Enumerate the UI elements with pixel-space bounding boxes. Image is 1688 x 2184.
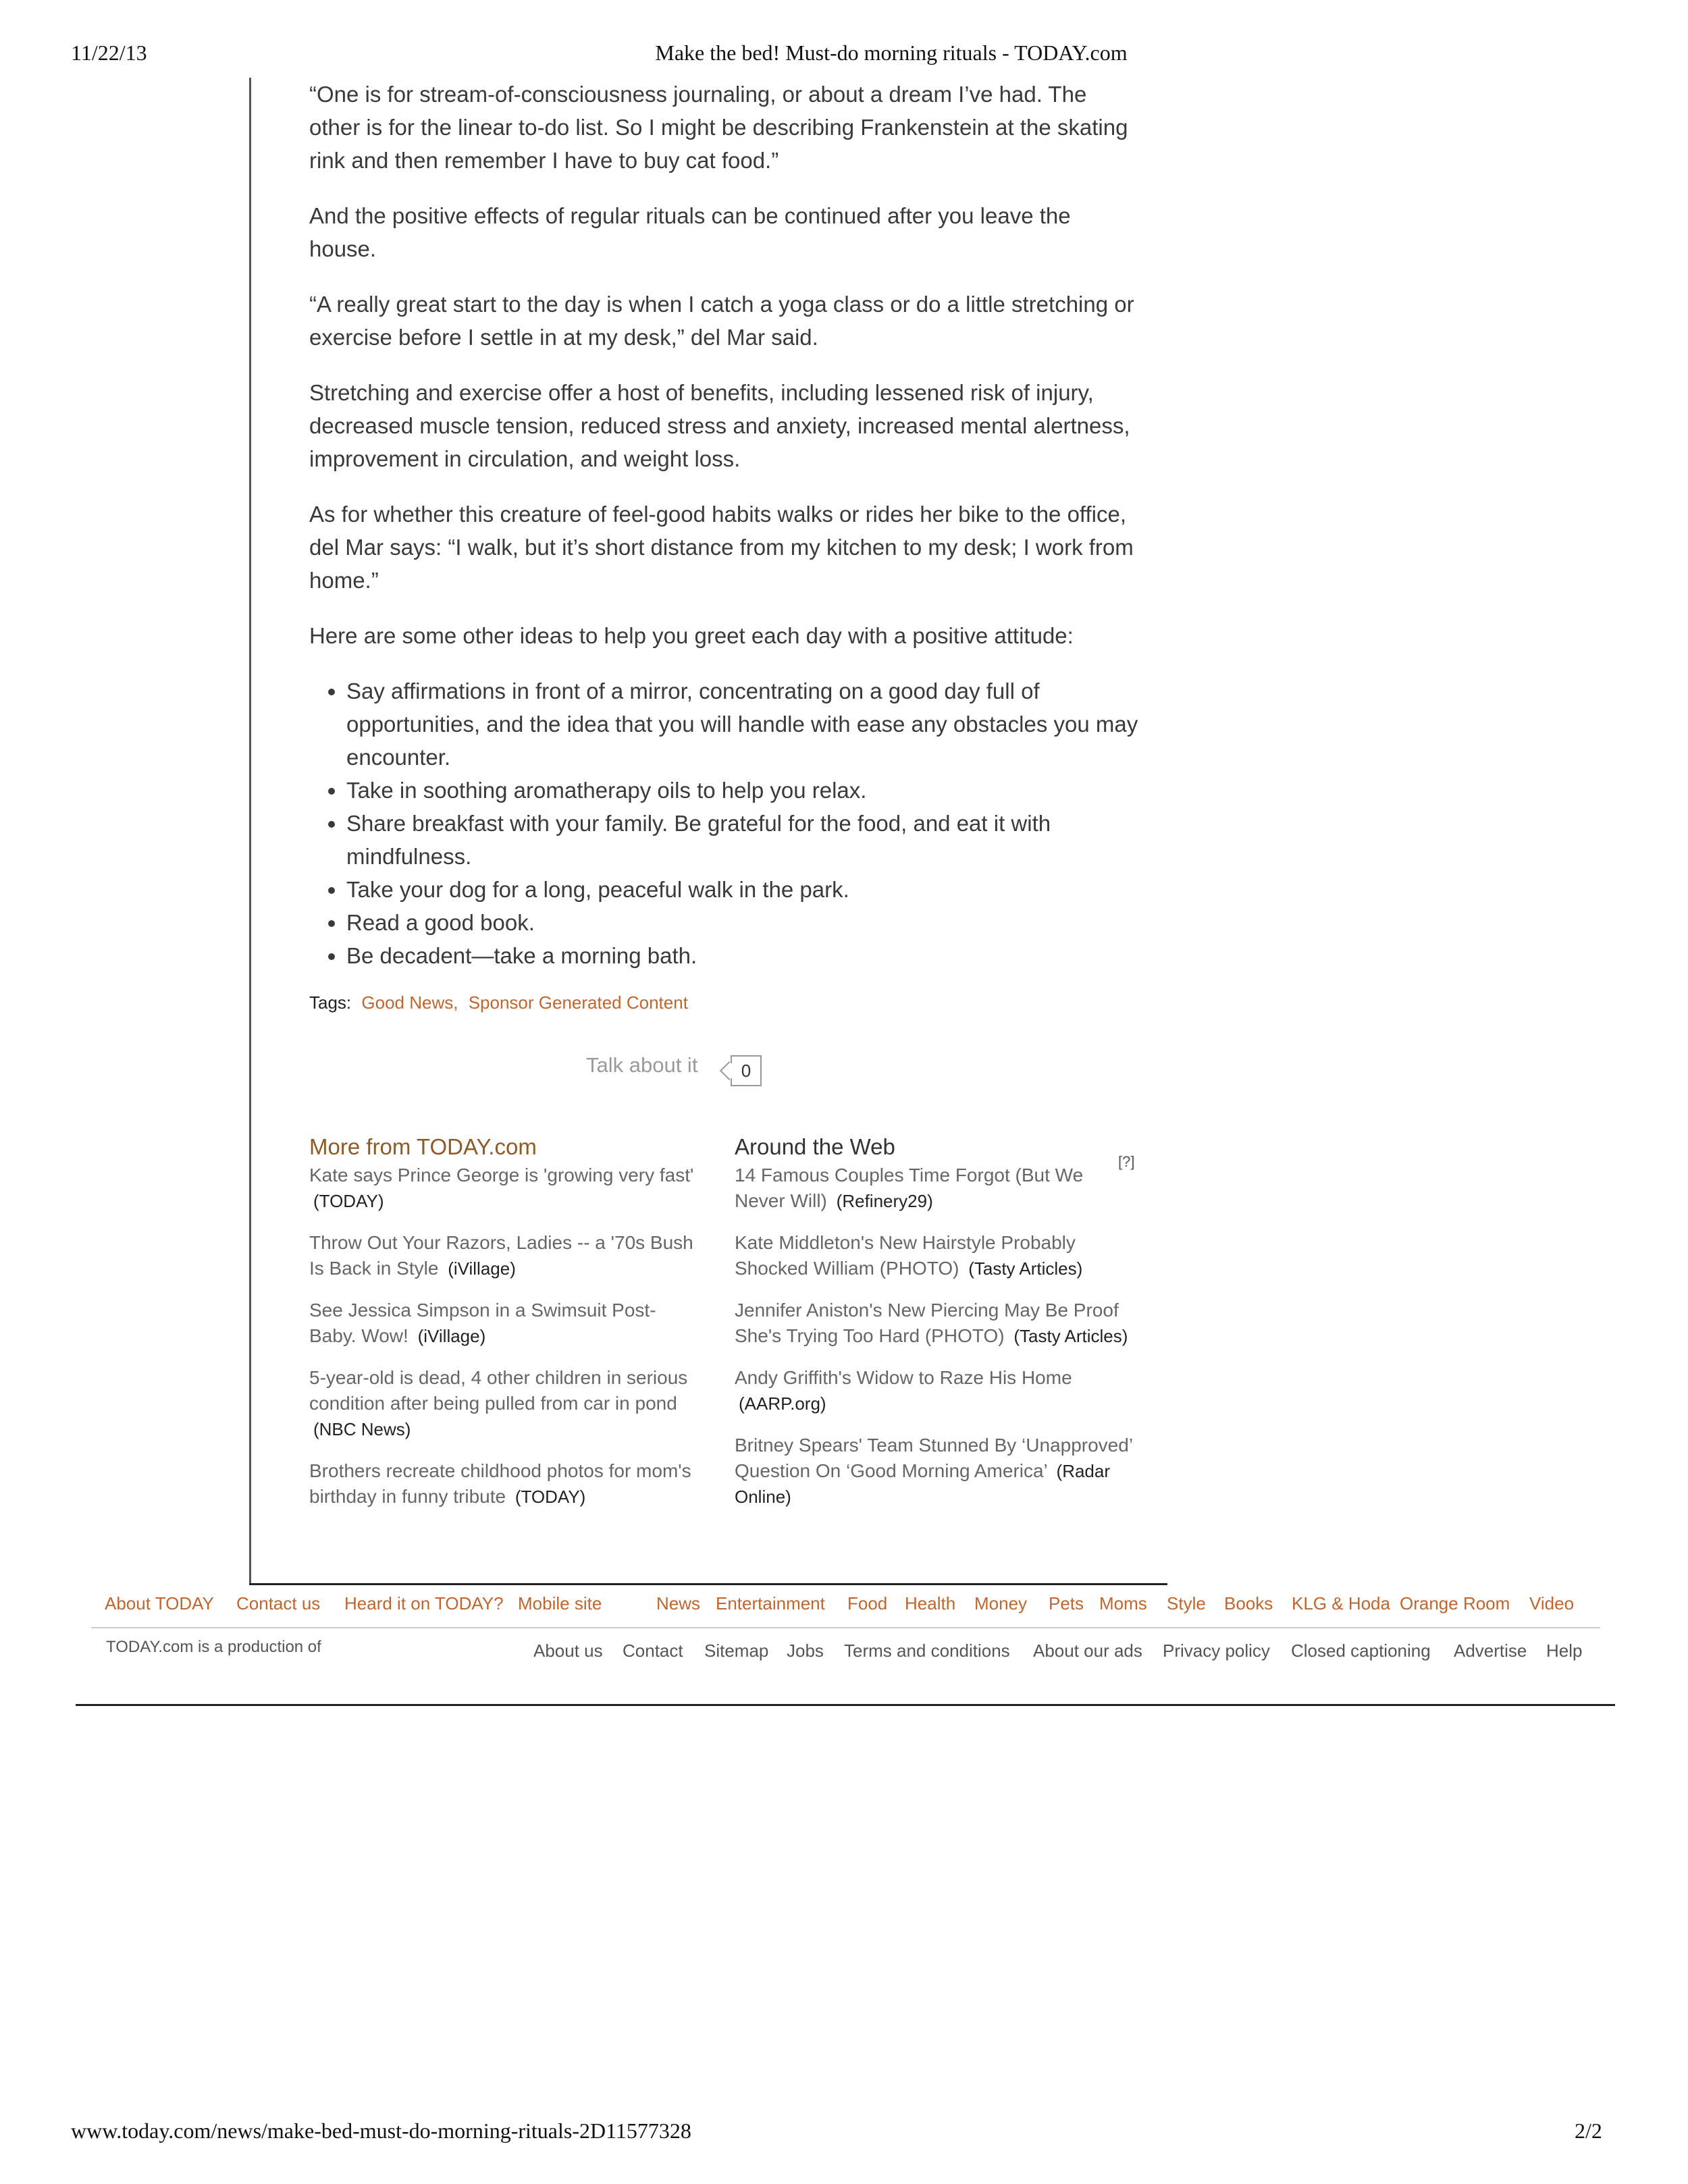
sponsored-link[interactable] — [735, 1230, 1133, 1281]
list-item: • Be decadent—take a morning bath. — [346, 939, 1140, 972]
footer-top-divider — [249, 1583, 1167, 1585]
related-link[interactable] — [309, 1458, 701, 1510]
footer-nav-orange-room[interactable]: Orange Room — [1400, 1593, 1510, 1614]
around-the-web — [735, 1134, 1133, 1526]
footer-nav-health[interactable]: Health — [905, 1593, 956, 1614]
related-source: (iVillage) — [417, 1326, 486, 1346]
print-page-title: Make the bed! Must-do morning rituals - TODAY.com — [655, 41, 1128, 65]
sponsored-source: (Refinery29) — [836, 1191, 933, 1211]
related-title[interactable]: See Jessica Simpson in a Swimsuit Post-Baby. Wow! — [309, 1300, 656, 1346]
article-paragraph: Stretching and exercise offer a host of benefits, including lessened risk of injury, decreased muscle tension, reduced stress and anxiety, increased mental alertness, improvement in circulation, and weight loss. — [309, 380, 1130, 471]
related-link[interactable] — [309, 1298, 701, 1349]
footer-nav-news[interactable]: News — [656, 1593, 701, 1614]
article-paragraph: As for whether this creature of feel-good habits walks or rides her bike to the office, del Mar says: “I walk, but it’s short distance from my kitchen to my desk; I work from home.” — [309, 502, 1134, 593]
footer-jobs[interactable]: Jobs — [787, 1641, 824, 1661]
sponsored-title[interactable]: 14 Famous Couples Time Forgot (But We Never Will) — [735, 1165, 1084, 1211]
content-left-border — [249, 78, 251, 1583]
footer-nav-entertainment[interactable]: Entertainment — [716, 1593, 825, 1614]
footer-nav-klg-hoda[interactable]: KLG & Hoda — [1292, 1593, 1390, 1614]
sponsored-title[interactable]: Andy Griffith's Widow to Raze His Home — [735, 1367, 1072, 1388]
tags-label: Tags: — [309, 992, 352, 1013]
related-title[interactable]: Brothers recreate childhood photos for mom's birthday in funny tribute — [309, 1460, 691, 1507]
related-title[interactable]: Throw Out Your Razors, Ladies -- a '70s Bush Is Back in Style — [309, 1232, 693, 1279]
related-source: (TODAY) — [313, 1191, 384, 1211]
related-source: (NBC News) — [313, 1419, 411, 1439]
sponsored-title[interactable]: Britney Spears' Team Stunned By ‘Unapproved’ Question On ‘Good Morning America’ — [735, 1435, 1133, 1481]
tips-list — [309, 674, 1140, 972]
related-link[interactable] — [309, 1365, 701, 1442]
more-from-heading: More from TODAY.com — [309, 1134, 537, 1159]
footer-nav-money[interactable]: Money — [974, 1593, 1028, 1614]
footer-link-heard-it[interactable]: Heard it on TODAY? — [344, 1593, 504, 1614]
sponsored-source: (Tasty Articles) — [1013, 1326, 1128, 1346]
footer-divider — [91, 1627, 1600, 1628]
production-credit: TODAY.com is a production of — [106, 1638, 321, 1656]
list-item: • Take in soothing aromatherapy oils to help you relax. — [346, 774, 1140, 807]
footer-nav-pets[interactable]: Pets — [1049, 1593, 1084, 1614]
footer-privacy[interactable]: Privacy policy — [1163, 1641, 1270, 1661]
footer-about-ads[interactable]: About our ads — [1033, 1641, 1142, 1661]
footer-help[interactable]: Help — [1546, 1641, 1583, 1661]
sponsored-link[interactable] — [735, 1433, 1133, 1510]
footer-nav-books[interactable]: Books — [1224, 1593, 1273, 1614]
related-source: (TODAY) — [515, 1487, 586, 1507]
list-item: • Share breakfast with your family. Be grateful for the food, and eat it with mindfulness. — [346, 807, 1140, 873]
sponsored-link[interactable] — [735, 1365, 1133, 1416]
print-url: www.today.com/news/make-bed-must-do-morning-rituals-2D11577328 — [71, 2119, 691, 2143]
tag-good-news[interactable]: Good News, — [361, 992, 458, 1013]
sponsored-source: (Radar Online) — [735, 1461, 1111, 1507]
related-title[interactable]: Kate says Prince George is 'growing very fast' — [309, 1165, 694, 1186]
article-body — [309, 78, 1140, 972]
around-web-heading: Around the Web — [735, 1134, 895, 1159]
article-paragraph: And the positive effects of regular rituals can be continued after you leave the house. — [309, 203, 1071, 261]
footer-about-us[interactable]: About us — [533, 1641, 603, 1661]
footer-link-about-today[interactable]: About TODAY — [105, 1593, 214, 1614]
sponsored-link[interactable] — [735, 1298, 1133, 1349]
article-paragraph: “A really great start to the day is when I catch a yoga class or do a little stretching or exercise before I settle in at my desk,” del Mar said. — [309, 292, 1134, 350]
footer-captioning[interactable]: Closed captioning — [1291, 1641, 1431, 1661]
sponsored-link[interactable] — [735, 1163, 1133, 1214]
footer-advertise[interactable]: Advertise — [1454, 1641, 1527, 1661]
more-from-today — [309, 1134, 701, 1526]
tags — [309, 992, 688, 1013]
tag-sponsor-content[interactable]: Sponsor Generated Content — [468, 992, 688, 1013]
footer-contact[interactable]: Contact — [623, 1641, 683, 1661]
related-source: (iVillage) — [448, 1258, 516, 1279]
sponsored-source: (AARP.org) — [739, 1393, 826, 1414]
article-paragraph: “One is for stream-of-consciousness journaling, or about a dream I’ve had. The other is for the linear to-do list. So I might be describing Frankenstein at the skating rink and then remember I have to buy cat food.” — [309, 82, 1128, 173]
print-date: 11/22/13 — [71, 41, 147, 65]
footer-link-contact-us[interactable]: Contact us — [236, 1593, 321, 1614]
related-title[interactable]: 5-year-old is dead, 4 other children in serious condition after being pulled from car in pond — [309, 1367, 688, 1414]
footer-link-mobile-site[interactable]: Mobile site — [518, 1593, 602, 1614]
talk-about-it-link[interactable]: Talk about it — [586, 1053, 698, 1077]
list-item: • Take your dog for a long, peaceful walk in the park. — [346, 873, 1140, 906]
related-link[interactable] — [309, 1163, 701, 1214]
sponsored-help-link[interactable]: [?] — [1118, 1153, 1135, 1170]
article-paragraph: Here are some other ideas to help you greet each day with a positive attitude: — [309, 623, 1074, 648]
sponsored-source: (Tasty Articles) — [968, 1258, 1083, 1279]
sponsored-title[interactable]: Jennifer Aniston's New Piercing May Be Proof She's Trying Too Hard (PHOTO) — [735, 1300, 1119, 1346]
print-page-number: 2/2 — [1575, 2119, 1602, 2143]
footer-terms[interactable]: Terms and conditions — [844, 1641, 1010, 1661]
page-bottom-divider — [76, 1704, 1615, 1706]
list-item: • Say affirmations in front of a mirror, concentrating on a good day full of opportunities, and the idea that you will handle with ease any obstacles you may encounter. — [346, 674, 1140, 774]
footer-sitemap[interactable]: Sitemap — [704, 1641, 769, 1661]
footer-nav-food[interactable]: Food — [847, 1593, 888, 1614]
list-item: • Read a good book. — [346, 906, 1140, 939]
footer-nav-moms[interactable]: Moms — [1099, 1593, 1147, 1614]
footer-nav-video[interactable]: Video — [1529, 1593, 1575, 1614]
related-link[interactable] — [309, 1230, 701, 1281]
sponsored-title[interactable]: Kate Middleton's New Hairstyle Probably Shocked William (PHOTO) — [735, 1232, 1076, 1279]
footer-nav-style[interactable]: Style — [1167, 1593, 1206, 1614]
comment-count-badge[interactable]: 0 — [731, 1055, 762, 1086]
